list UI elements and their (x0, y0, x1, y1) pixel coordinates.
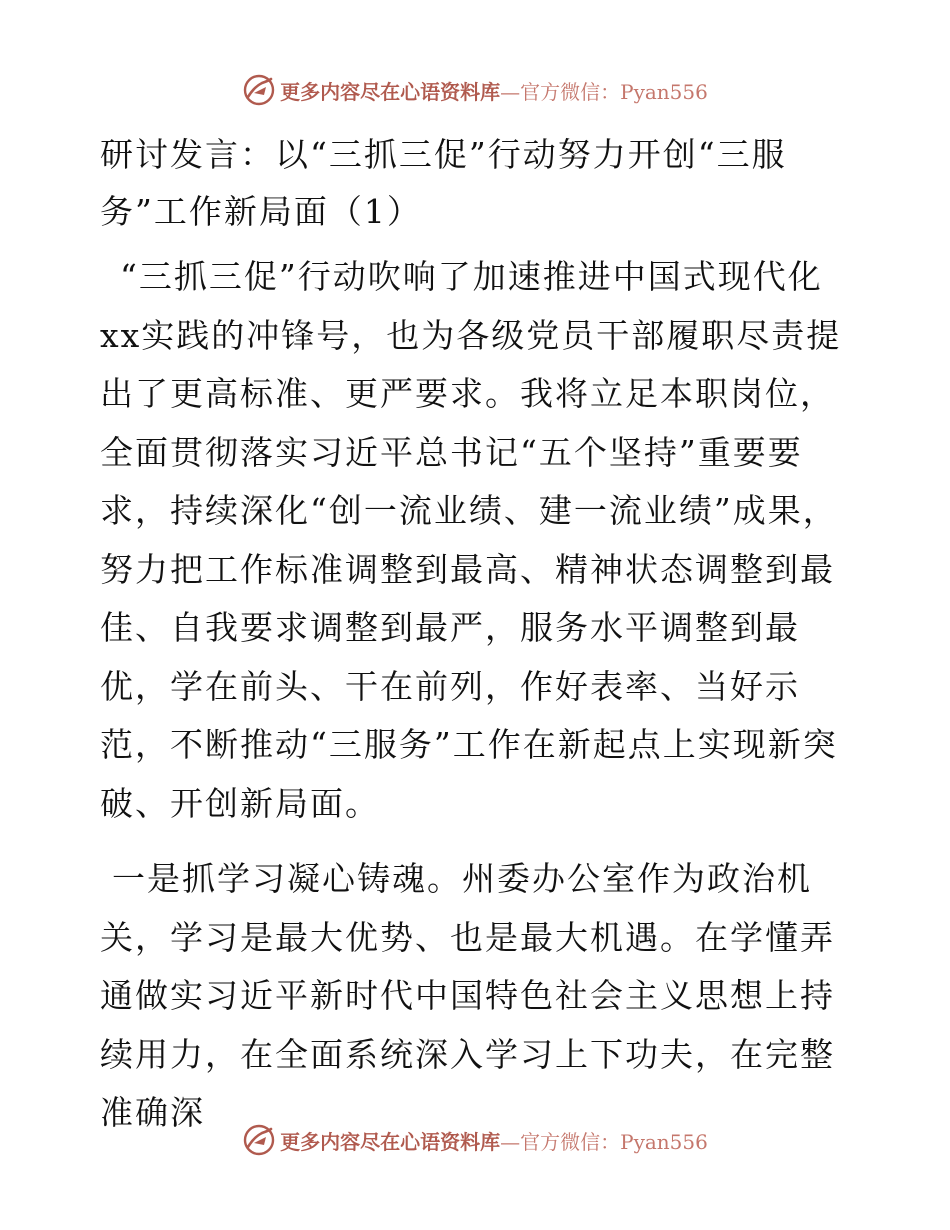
watermark-text (280, 1126, 708, 1155)
watermark-footer (0, 1122, 950, 1158)
paragraph-1: “三抓三促”行动吹响了加速推进中国式现代化xx实践的冲锋号，也为各级党员干部履职尽责提出了更高标准、更严要求。我将立足本职岗位，全面贯彻落实习近平总书记“五个坚持”重要要求，持续深化“创一流业绩、建一流业绩”成果，努力把工作标准调整到最高、精神状态调整到最佳、自我要求调整到最严，服务水平调整到最优，学在前头、干在前列，作好表率、当好示范，不断推动“三服务”工作在新起点上实现新突破、开创新局面。 (100, 257, 842, 823)
watermark-main-text: 更多内容尽在心语资料库 (280, 1129, 501, 1154)
document-title: 研讨发言：以“三抓三促”行动努力开创“三服务”工作新局面（1） (100, 135, 787, 231)
watermark-text (280, 76, 708, 105)
paragraph-2: 一是抓学习凝心铸魂。州委办公室作为政治机关，学习是最大优势、也是最大机遇。在学懂弄通做实习近平新时代中国特色社会主义思想上持续用力，在全面系统深入学习上下功夫，在完整准确深 (100, 859, 835, 1132)
watermark-suffix-text: —官方微信：Pyan556 (500, 79, 708, 104)
pen-logo-icon (242, 1123, 276, 1157)
watermark-header (0, 72, 950, 108)
watermark-main-text: 更多内容尽在心语资料库 (280, 79, 501, 104)
watermark-suffix-text: —官方微信：Pyan556 (500, 1129, 708, 1154)
pen-logo-icon (242, 73, 276, 107)
